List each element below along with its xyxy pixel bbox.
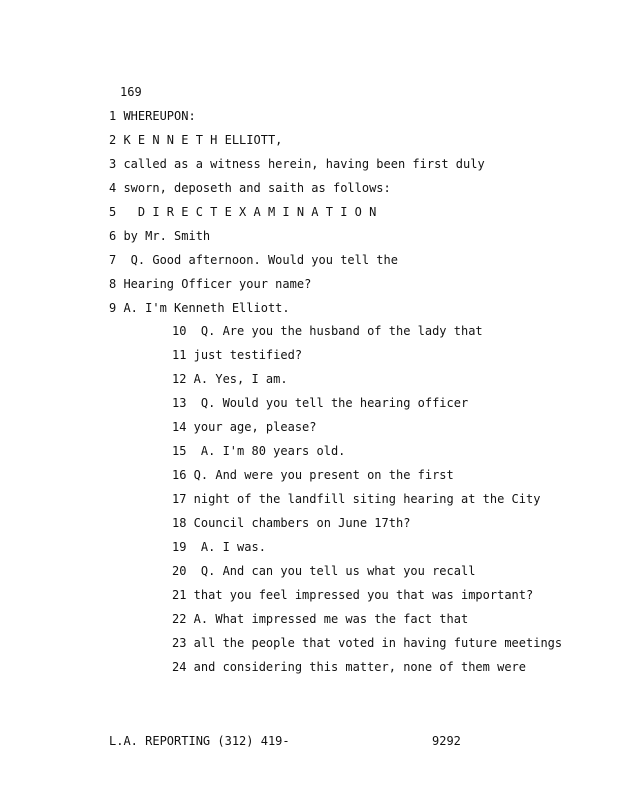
line-11: 11 just testified? [172,348,303,362]
line-7: 7 Q. Good afternoon. Would you tell the [109,253,398,267]
line-19: 19 A. I was. [172,540,266,554]
line-6: 6 by Mr. Smith [109,229,211,243]
line-21: 21 that you feel impressed you that was important? [172,588,534,602]
line-1: 1 WHEREUPON: [109,109,196,123]
line-5: 5 D I R E C T E X A M I N A T I O N [109,205,377,219]
line-23: 23 all the people that voted in having future meetings [172,636,563,650]
line-4: 4 sworn, deposeth and saith as follows: [109,181,391,195]
line-14: 14 your age, please? [172,420,317,434]
line-13: 13 Q. Would you tell the hearing officer [172,396,469,410]
line-12: 12 A. Yes, I am. [172,372,288,386]
footer-reporter: L.A. REPORTING (312) 419- [109,734,290,748]
line-2: 2 K E N N E T H ELLIOTT, [109,133,283,147]
line-18: 18 Council chambers on June 17th? [172,516,411,530]
line-17: 17 night of the landfill siting hearing at the City [172,492,541,506]
line-9: 9 A. I'm Kenneth Elliott. [109,301,290,315]
line-3: 3 called as a witness herein, having been first duly [109,157,485,171]
line-22: 22 A. What impressed me was the fact that [172,612,469,626]
footer-phone-suffix: 9292 [432,734,461,748]
line-10: 10 Q. Are you the husband of the lady that [172,324,483,338]
line-20: 20 Q. And can you tell us what you recall [172,564,476,578]
line-16: 16 Q. And were you present on the first [172,468,454,482]
page-number: 169 [120,85,142,99]
line-24: 24 and considering this matter, none of them were [172,660,527,674]
line-15: 15 A. I'm 80 years old. [172,444,346,458]
line-8: 8 Hearing Officer your name? [109,277,312,291]
